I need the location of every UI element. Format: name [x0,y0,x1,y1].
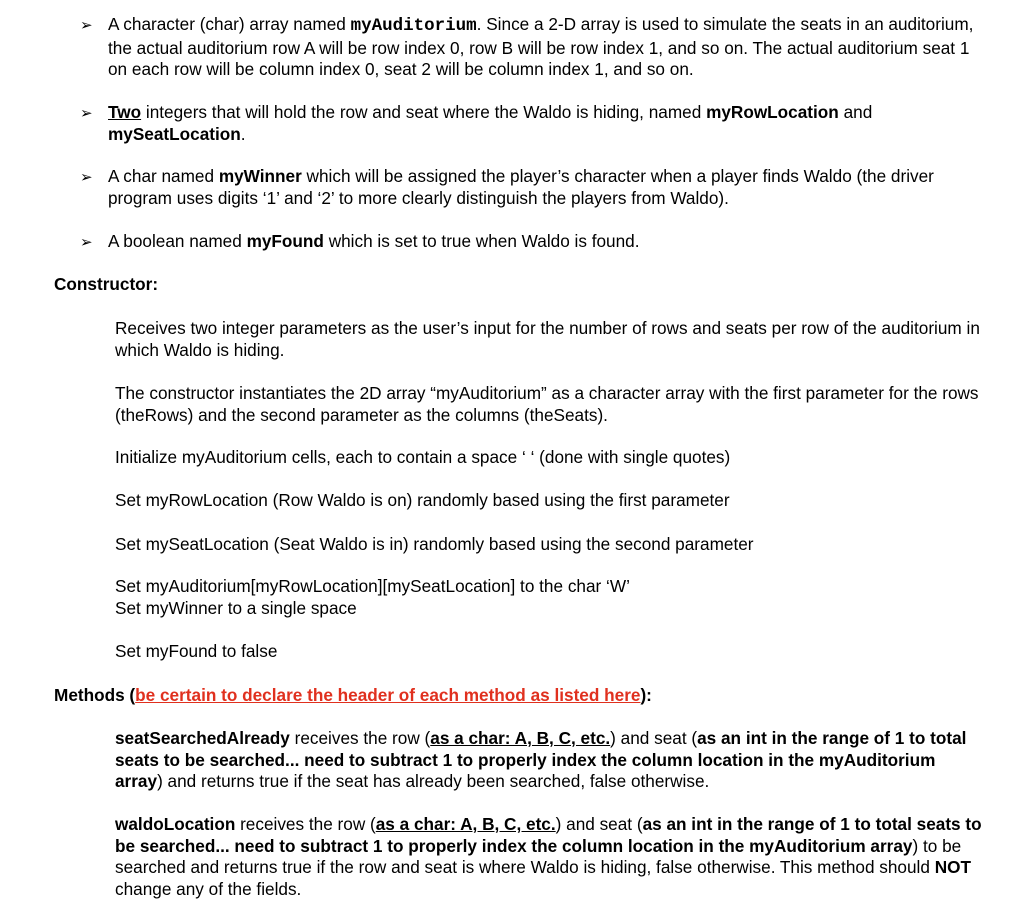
constructor-paragraph: Set myFound to false [115,641,278,661]
constructor-paragraph: Receives two integer parameters as the user’s input for the number of rows and seats per row of the auditorium in which Waldo is hiding. [115,318,980,360]
constructor-paragraph: Set mySeatLocation (Seat Waldo is in) randomly based using the second parameter [115,534,754,554]
bullet-auditorium-array: A character (char) array named myAuditorium. Since a 2-D array is used to simulate the seats in an auditorium, the actual auditorium row A will be row index 0, row B will be row index 1, and so on. The actual auditorium seat 1 on each row will be column index 0, seat 2 will be column index 1, and so on. [108,14,974,79]
methods-heading: Methods (be certain to declare the header of each method as listed here): [54,685,652,705]
bullet-found-boolean: A boolean named myFound which is set to true when Waldo is found. [108,231,640,251]
bullet-winner-char: A char named myWinner which will be assigned the player’s character when a player finds Waldo (the driver program uses digits ‘1’ and ‘2’ to more clearly distinguish the players from Waldo). [108,166,934,208]
bullet-arrow-icon: ➢ [80,234,93,251]
bullet-location-integers: Two integers that will hold the row and seat where the Waldo is hiding, named myRowLocation and mySeatLocation. [108,102,873,144]
constructor-paragraph: The constructor instantiates the 2D array “myAuditorium” as a character array with the first parameter for the rows (theRows) and the second parameter as the columns (theSeats). [115,383,979,425]
bullet-arrow-icon: ➢ [80,17,93,34]
method-seat-searched-already: seatSearchedAlready receives the row (as a char: A, B, C, etc.) and seat (as an int in the range of 1 to total seats to be searched... need to subtract 1 to properly index the column location in the myAuditorium array) and returns true if the seat has already been searched, false otherwise. [115,728,967,791]
constructor-paragraph: Initialize myAuditorium cells, each to contain a space ‘ ‘ (done with single quotes) [115,447,731,467]
bullet-arrow-icon: ➢ [80,169,93,186]
methods-heading-link: be certain to declare the header of each method as listed here [135,685,641,705]
bullet-arrow-icon: ➢ [80,105,93,122]
constructor-heading: Constructor: [54,274,159,294]
method-waldo-location: waldoLocation receives the row (as a char: A, B, C, etc.) and seat (as an int in the range of 1 to total seats to be searched... need to subtract 1 to properly index the column location in the myAuditorium array) to be searched and returns true if the row and seat is where Waldo is hiding, false otherwise. This method should NOT change any of the fields. [115,814,982,899]
constructor-paragraph: Set myAuditorium[myRowLocation][mySeatLocation] to the char ‘W’ Set myWinner to a single space [115,576,630,618]
constructor-paragraph: Set myRowLocation (Row Waldo is on) randomly based using the first parameter [115,490,730,510]
